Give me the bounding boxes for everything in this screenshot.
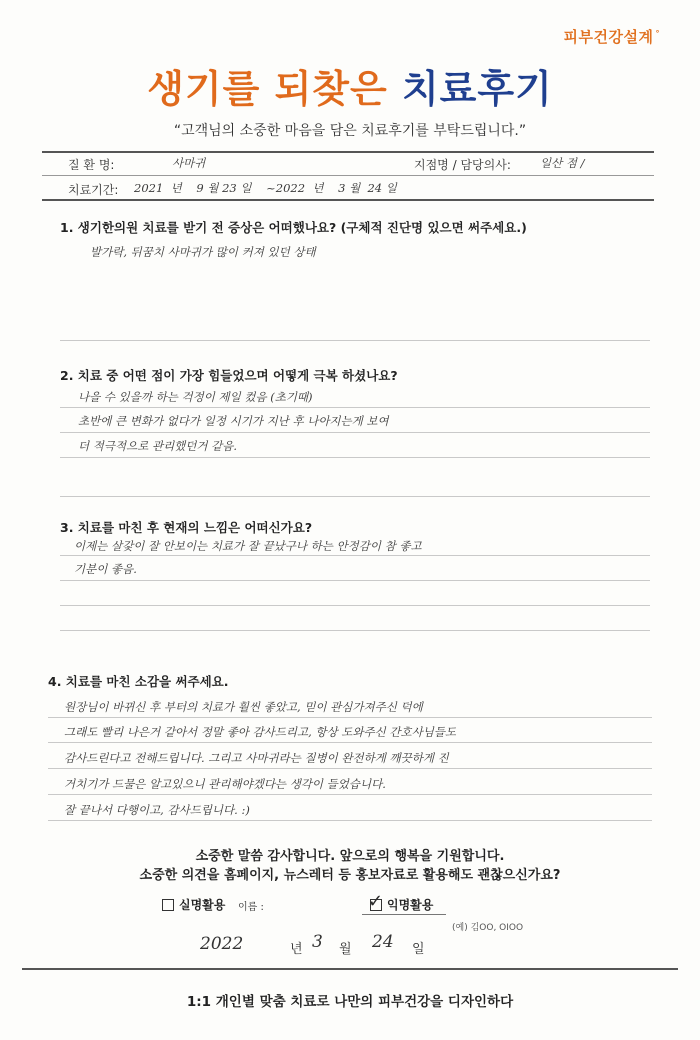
answer-4-line-5: 잘 끝나서 다행이고, 감사드립니다. :) <box>64 803 250 817</box>
brand-logo <box>564 26 660 47</box>
tilde: ~ <box>266 181 276 195</box>
answer-2-line-2: 초반에 큰 변화가 없다가 일정 시기가 지난 후 나아지는게 보여 <box>78 414 389 428</box>
answer-3-rule-3 <box>60 605 650 606</box>
check-mark-icon: ✓ <box>368 890 384 912</box>
question-2: 2. 치료 중 어떤 점이 가장 힘들었으며 어떻게 극복 하셨나요? <box>60 368 398 383</box>
consent-line-2: 소중한 의견을 홈페이지, 뉴스레터 등 홍보자료로 활용해도 괜찮으신가요? <box>139 868 561 883</box>
end-month: 3 <box>338 181 346 195</box>
anonymous-checkbox[interactable] <box>368 890 384 912</box>
page-title <box>0 58 700 113</box>
branch-value: 일산 점 / <box>540 156 585 170</box>
start-day-unit: 일 <box>240 181 252 195</box>
answer-4-line-2: 그래도 빨리 나은거 같아서 정말 좋아 감사드리고, 항상 도와주신 간호사님들도 <box>64 725 457 739</box>
answer-4-rule-2 <box>48 742 652 743</box>
divider-top <box>42 151 654 153</box>
answer-3-line-2: 기분이 좋음. <box>74 562 137 576</box>
answer-4-line-1: 원장님이 바뀌신 후 부터의 치료가 훨씬 좋았고, 믿이 관심가져주신 덕에 <box>64 700 423 714</box>
option-anonymous-label: 익명활용 <box>387 898 434 912</box>
period-label: 치료기간: <box>68 183 119 197</box>
diagnosis-label: 질 환 명: <box>68 158 115 172</box>
question-4: 4. 치료를 마친 소감을 써주세요. <box>48 674 229 689</box>
footer-slogan: 1:1 개인별 맞춤 치료로 나만의 피부건강을 디자인하다 <box>186 994 514 1010</box>
end-year: 2022 <box>275 181 306 195</box>
answer-4-rule-1 <box>48 717 652 718</box>
answer-4-rule-4 <box>48 794 652 795</box>
answer-3-rule-2 <box>60 580 650 581</box>
end-year-unit: 년 <box>312 181 324 195</box>
answer-3-line-1: 이제는 살갗이 잘 안보이는 치료가 잘 끝났구나 하는 안정감이 참 좋고 <box>74 539 422 553</box>
answer-1-rule <box>60 340 650 341</box>
divider-footer <box>22 968 678 970</box>
start-month-unit: 월 <box>207 181 219 195</box>
start-month: 9 <box>196 181 204 195</box>
consent-line-1: 소중한 말씀 감사합니다. 앞으로의 행복을 기원합니다. <box>195 849 505 864</box>
period-value <box>134 180 397 196</box>
answer-3-rule-1 <box>60 555 650 556</box>
title-part-2: 치료후기 <box>401 67 553 111</box>
end-month-unit: 월 <box>349 181 361 195</box>
sign-year-unit: 년 <box>290 942 303 957</box>
start-year: 2021 <box>134 181 164 195</box>
option-anonymous[interactable] <box>368 890 434 913</box>
name-label: 이름 : <box>238 902 264 913</box>
page-subtitle: “고객님의 소중한 마음을 담은 치료후기를 부탁드립니다.” <box>173 123 527 139</box>
start-day: 23 <box>222 181 237 195</box>
sign-year: 2022 <box>200 934 244 954</box>
answer-2-line-1: 나을 수 있을까 하는 걱정이 제일 컸음 (초기때) <box>78 390 313 404</box>
answer-4-line-3: 감사드린다고 전해드립니다. 그리고 사마귀라는 질병이 완전하게 깨끗하게 진 <box>64 751 449 765</box>
brand-logo-mark: ° <box>655 29 660 38</box>
name-example: (예) 김OO, OIOO <box>452 923 524 933</box>
sign-day: 24 <box>372 932 394 952</box>
question-3: 3. 치료를 마친 후 현재의 느낌은 어떠신가요? <box>60 520 313 535</box>
sign-month-unit: 월 <box>339 942 352 957</box>
option-real-name-label: 실명활용 <box>179 898 226 912</box>
answer-2-rule-2 <box>60 432 650 433</box>
answer-2-rule-4 <box>60 496 650 497</box>
divider-info-bottom <box>42 199 654 201</box>
end-day-unit: 일 <box>385 181 397 195</box>
question-1: 1. 생기한의원 치료를 받기 전 증상은 어떠했나요? (구체적 진단명 있으면 써주세요.) <box>60 220 527 235</box>
answer-2-line-3: 더 적극적으로 관리했던거 같음. <box>78 439 238 453</box>
answer-2-rule-1 <box>60 407 650 408</box>
answer-2-rule-3 <box>60 457 650 458</box>
brand-logo-text: 피부건강설계 <box>563 28 654 46</box>
anonymous-underline <box>362 914 446 915</box>
answer-4-line-4: 거치기가 드물은 알고있으니 관리해야겠다는 생각이 들었습니다. <box>64 777 386 791</box>
diagnosis-value: 사마귀 <box>172 156 206 170</box>
branch-label: 지점명 / 담당의사: <box>414 158 511 172</box>
sign-day-unit: 일 <box>412 942 425 957</box>
real-name-checkbox[interactable] <box>162 899 174 911</box>
answer-3-rule-4 <box>60 630 650 631</box>
option-real-name[interactable] <box>162 896 225 913</box>
answer-4-rule-5 <box>48 820 652 821</box>
start-year-unit: 년 <box>170 181 182 195</box>
answer-1-line-1: 발가락, 뒤꿈치 사마귀가 많이 커져 있던 상태 <box>90 245 316 259</box>
sign-date <box>200 934 243 954</box>
title-part-1: 생기를 되찾은 <box>147 67 388 111</box>
end-day: 24 <box>367 181 383 195</box>
sign-month: 3 <box>312 932 323 952</box>
answer-4-rule-3 <box>48 768 652 769</box>
divider-info <box>42 175 654 176</box>
